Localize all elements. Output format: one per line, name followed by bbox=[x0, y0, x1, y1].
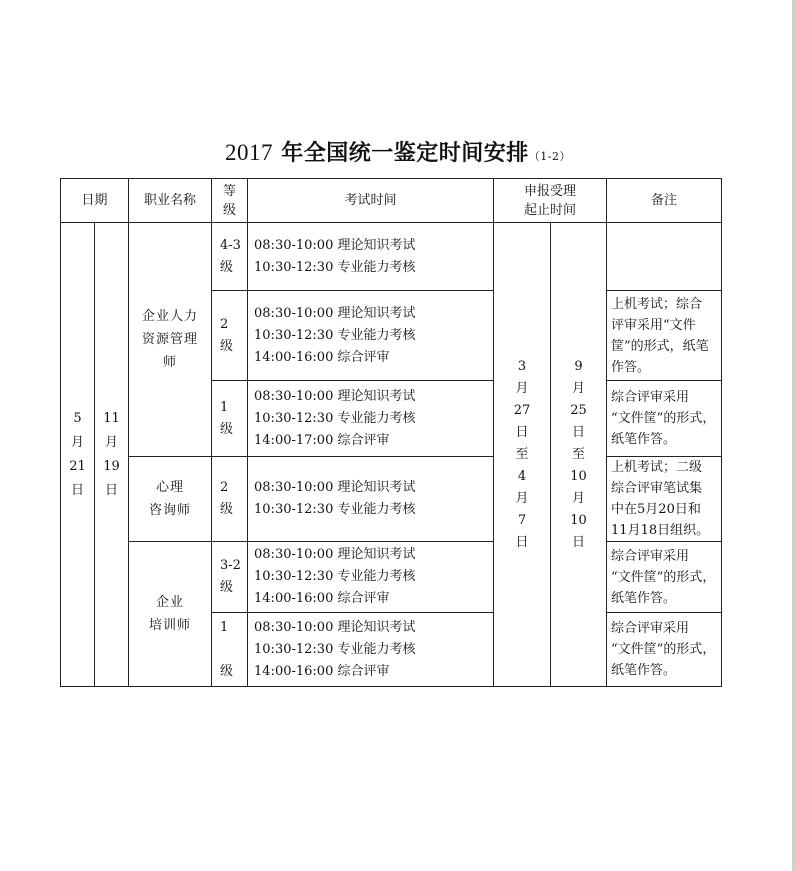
note-cell bbox=[607, 457, 722, 542]
occupation-corporate-trainer bbox=[129, 542, 212, 687]
note-line: 作答。 bbox=[611, 359, 651, 375]
registration2-text: 9 bbox=[574, 358, 583, 374]
date2-text: 月 bbox=[105, 434, 119, 450]
level-text: 级 bbox=[220, 580, 234, 595]
registration1-text: 3 bbox=[517, 358, 527, 374]
note-line: 纸笔作答。 bbox=[611, 590, 677, 606]
note-line: 综合评审采用 bbox=[611, 548, 690, 564]
occupation-text: 咨询师 bbox=[149, 503, 192, 518]
note-cell bbox=[607, 542, 722, 613]
occupation-text: 心理 bbox=[156, 480, 185, 495]
note-line: 中在5月20日和 bbox=[611, 502, 701, 517]
level-cell bbox=[212, 381, 248, 457]
header-level-line1: 等 bbox=[223, 183, 237, 199]
table-row bbox=[61, 542, 722, 613]
registration2-text: 日 bbox=[572, 534, 586, 550]
note-line: 纸笔作答。 bbox=[611, 663, 677, 678]
exam-time-line: 14:00-17:00 综合评审 bbox=[254, 432, 390, 448]
registration1-text: 27 bbox=[513, 402, 531, 418]
note-line: “文件筐”的形式， bbox=[611, 642, 716, 657]
table-row bbox=[61, 223, 722, 291]
note-cell bbox=[607, 381, 722, 457]
registration1-text: 月 bbox=[515, 490, 529, 506]
header-occupation: 职业名称 bbox=[129, 179, 212, 223]
header-level bbox=[212, 179, 248, 223]
title-main: 年全国统一鉴定时间安排 bbox=[281, 140, 529, 166]
header-notes: 备注 bbox=[607, 179, 722, 223]
exam-time-line: 10:30-12:30 专业能力考核 bbox=[254, 410, 416, 426]
level-text: 级 bbox=[220, 338, 234, 354]
registration1-text: 4 bbox=[517, 468, 527, 484]
header-level-line2: 级 bbox=[223, 202, 237, 218]
registration2-text: 月 bbox=[572, 490, 586, 506]
registration-period-2 bbox=[551, 223, 607, 687]
note-line: “文件筐”的形式， bbox=[611, 569, 716, 585]
occupation-hr-manager bbox=[129, 223, 212, 457]
note-cell bbox=[607, 613, 722, 687]
registration2-text: 10 bbox=[570, 512, 587, 528]
exam-time-line: 10:30-12:30 专业能力考核 bbox=[254, 259, 416, 275]
exam-time-line: 14:00-16:00 综合评审 bbox=[254, 349, 390, 365]
registration1-text: 7 bbox=[517, 512, 527, 528]
date2-text: 11 bbox=[103, 410, 120, 426]
note-line: 综合评审采用 bbox=[611, 390, 690, 405]
note-line: 综合评审采用 bbox=[611, 621, 690, 636]
registration1-text: 至 bbox=[515, 446, 529, 462]
registration2-text: 月 bbox=[572, 380, 586, 396]
note-line: 上机考试；二级 bbox=[611, 460, 703, 475]
date2-text: 19 bbox=[103, 458, 120, 474]
registration1-text: 月 bbox=[515, 380, 529, 396]
header-registration-line2: 起止时间 bbox=[524, 202, 577, 218]
level-cell bbox=[212, 457, 248, 542]
level-text bbox=[220, 639, 245, 661]
occupation-psych-counselor bbox=[129, 457, 212, 542]
exam-times-cell bbox=[248, 291, 494, 381]
level-text: 2 bbox=[220, 316, 229, 332]
date1-text: 月 bbox=[70, 434, 84, 450]
table-row bbox=[61, 457, 722, 542]
level-text: 级 bbox=[220, 259, 234, 275]
exam-schedule-table bbox=[60, 178, 722, 687]
exam-time-line: 14:00-16:00 综合评审 bbox=[254, 663, 390, 679]
exam-time-line: 08:30-10:00 理论知识考试 bbox=[254, 305, 416, 321]
note-line: 评审采用“文件 bbox=[611, 317, 696, 333]
header-registration bbox=[494, 179, 607, 223]
registration1-text: 日 bbox=[515, 534, 529, 550]
level-cell bbox=[212, 613, 248, 687]
occupation-text: 企业人力 bbox=[142, 309, 199, 324]
date1-text: 日 bbox=[70, 482, 84, 498]
page-edge-rule bbox=[792, 0, 796, 871]
exam-times-cell bbox=[248, 223, 494, 291]
exam-time-line: 08:30-10:00 理论知识考试 bbox=[254, 619, 416, 635]
exam-times-cell bbox=[248, 381, 494, 457]
occupation-text: 资源管理 bbox=[142, 332, 199, 347]
level-text: 2 bbox=[220, 480, 229, 495]
exam-date-2 bbox=[95, 223, 129, 687]
exam-times-cell bbox=[248, 613, 494, 687]
level-text: 1 bbox=[220, 399, 229, 415]
title-year: 2017 bbox=[225, 140, 274, 165]
exam-date-1 bbox=[61, 223, 95, 687]
registration1-text: 日 bbox=[515, 424, 529, 440]
level-cell bbox=[212, 291, 248, 381]
title-suffix: （1-2） bbox=[528, 150, 571, 163]
level-text: 4-3 bbox=[220, 237, 241, 253]
header-registration-line1: 申报受理 bbox=[524, 183, 577, 199]
registration-period-1 bbox=[494, 223, 551, 687]
level-text: 1 bbox=[220, 619, 229, 635]
occupation-text: 师 bbox=[163, 355, 178, 370]
note-line: 筐”的形式，纸笔 bbox=[611, 338, 709, 354]
exam-times-cell bbox=[248, 542, 494, 613]
registration2-text: 10 bbox=[570, 468, 587, 484]
note-line: 上机考试；综合 bbox=[611, 296, 703, 312]
level-text: 级 bbox=[220, 502, 234, 517]
exam-time-line: 10:30-12:30 专业能力考核 bbox=[254, 502, 416, 517]
exam-time-line: 14:00-16:00 综合评审 bbox=[254, 591, 390, 606]
header-row bbox=[61, 179, 722, 223]
note-line: “文件筐”的形式， bbox=[611, 411, 716, 426]
header-exam-time: 考试时间 bbox=[248, 179, 494, 223]
exam-time-line: 08:30-10:00 理论知识考试 bbox=[254, 547, 416, 562]
exam-times-cell bbox=[248, 457, 494, 542]
exam-time-line: 08:30-10:00 理论知识考试 bbox=[254, 480, 416, 495]
occupation-text: 企业 bbox=[156, 595, 185, 610]
note-cell-empty bbox=[607, 223, 722, 291]
registration2-text: 至 bbox=[572, 446, 586, 462]
date2-text: 日 bbox=[105, 482, 119, 498]
note-cell bbox=[607, 291, 722, 381]
header-date: 日期 bbox=[61, 179, 129, 223]
page-title bbox=[0, 136, 796, 167]
note-line: 纸笔作答。 bbox=[611, 432, 677, 447]
exam-time-line: 10:30-12:30 专业能力考核 bbox=[254, 569, 416, 584]
level-text: 级 bbox=[220, 421, 234, 437]
exam-time-line: 08:30-10:00 理论知识考试 bbox=[254, 237, 416, 253]
date1-text: 5 bbox=[73, 410, 82, 426]
note-line: 综合评审笔试集 bbox=[611, 481, 703, 496]
level-cell bbox=[212, 223, 248, 291]
exam-time-line: 08:30-10:00 理论知识考试 bbox=[254, 388, 416, 404]
date1-text: 21 bbox=[69, 458, 86, 474]
exam-time-line: 10:30-12:30 专业能力考核 bbox=[254, 641, 416, 657]
note-line: 11月18日组织。 bbox=[611, 523, 710, 538]
level-cell bbox=[212, 542, 248, 613]
level-text: 3-2 bbox=[220, 558, 241, 573]
exam-time-line: 10:30-12:30 专业能力考核 bbox=[254, 327, 416, 343]
registration2-text: 25 bbox=[570, 402, 587, 418]
level-text: 级 bbox=[220, 663, 234, 679]
occupation-text: 培训师 bbox=[149, 618, 192, 633]
registration2-text: 日 bbox=[572, 424, 586, 440]
